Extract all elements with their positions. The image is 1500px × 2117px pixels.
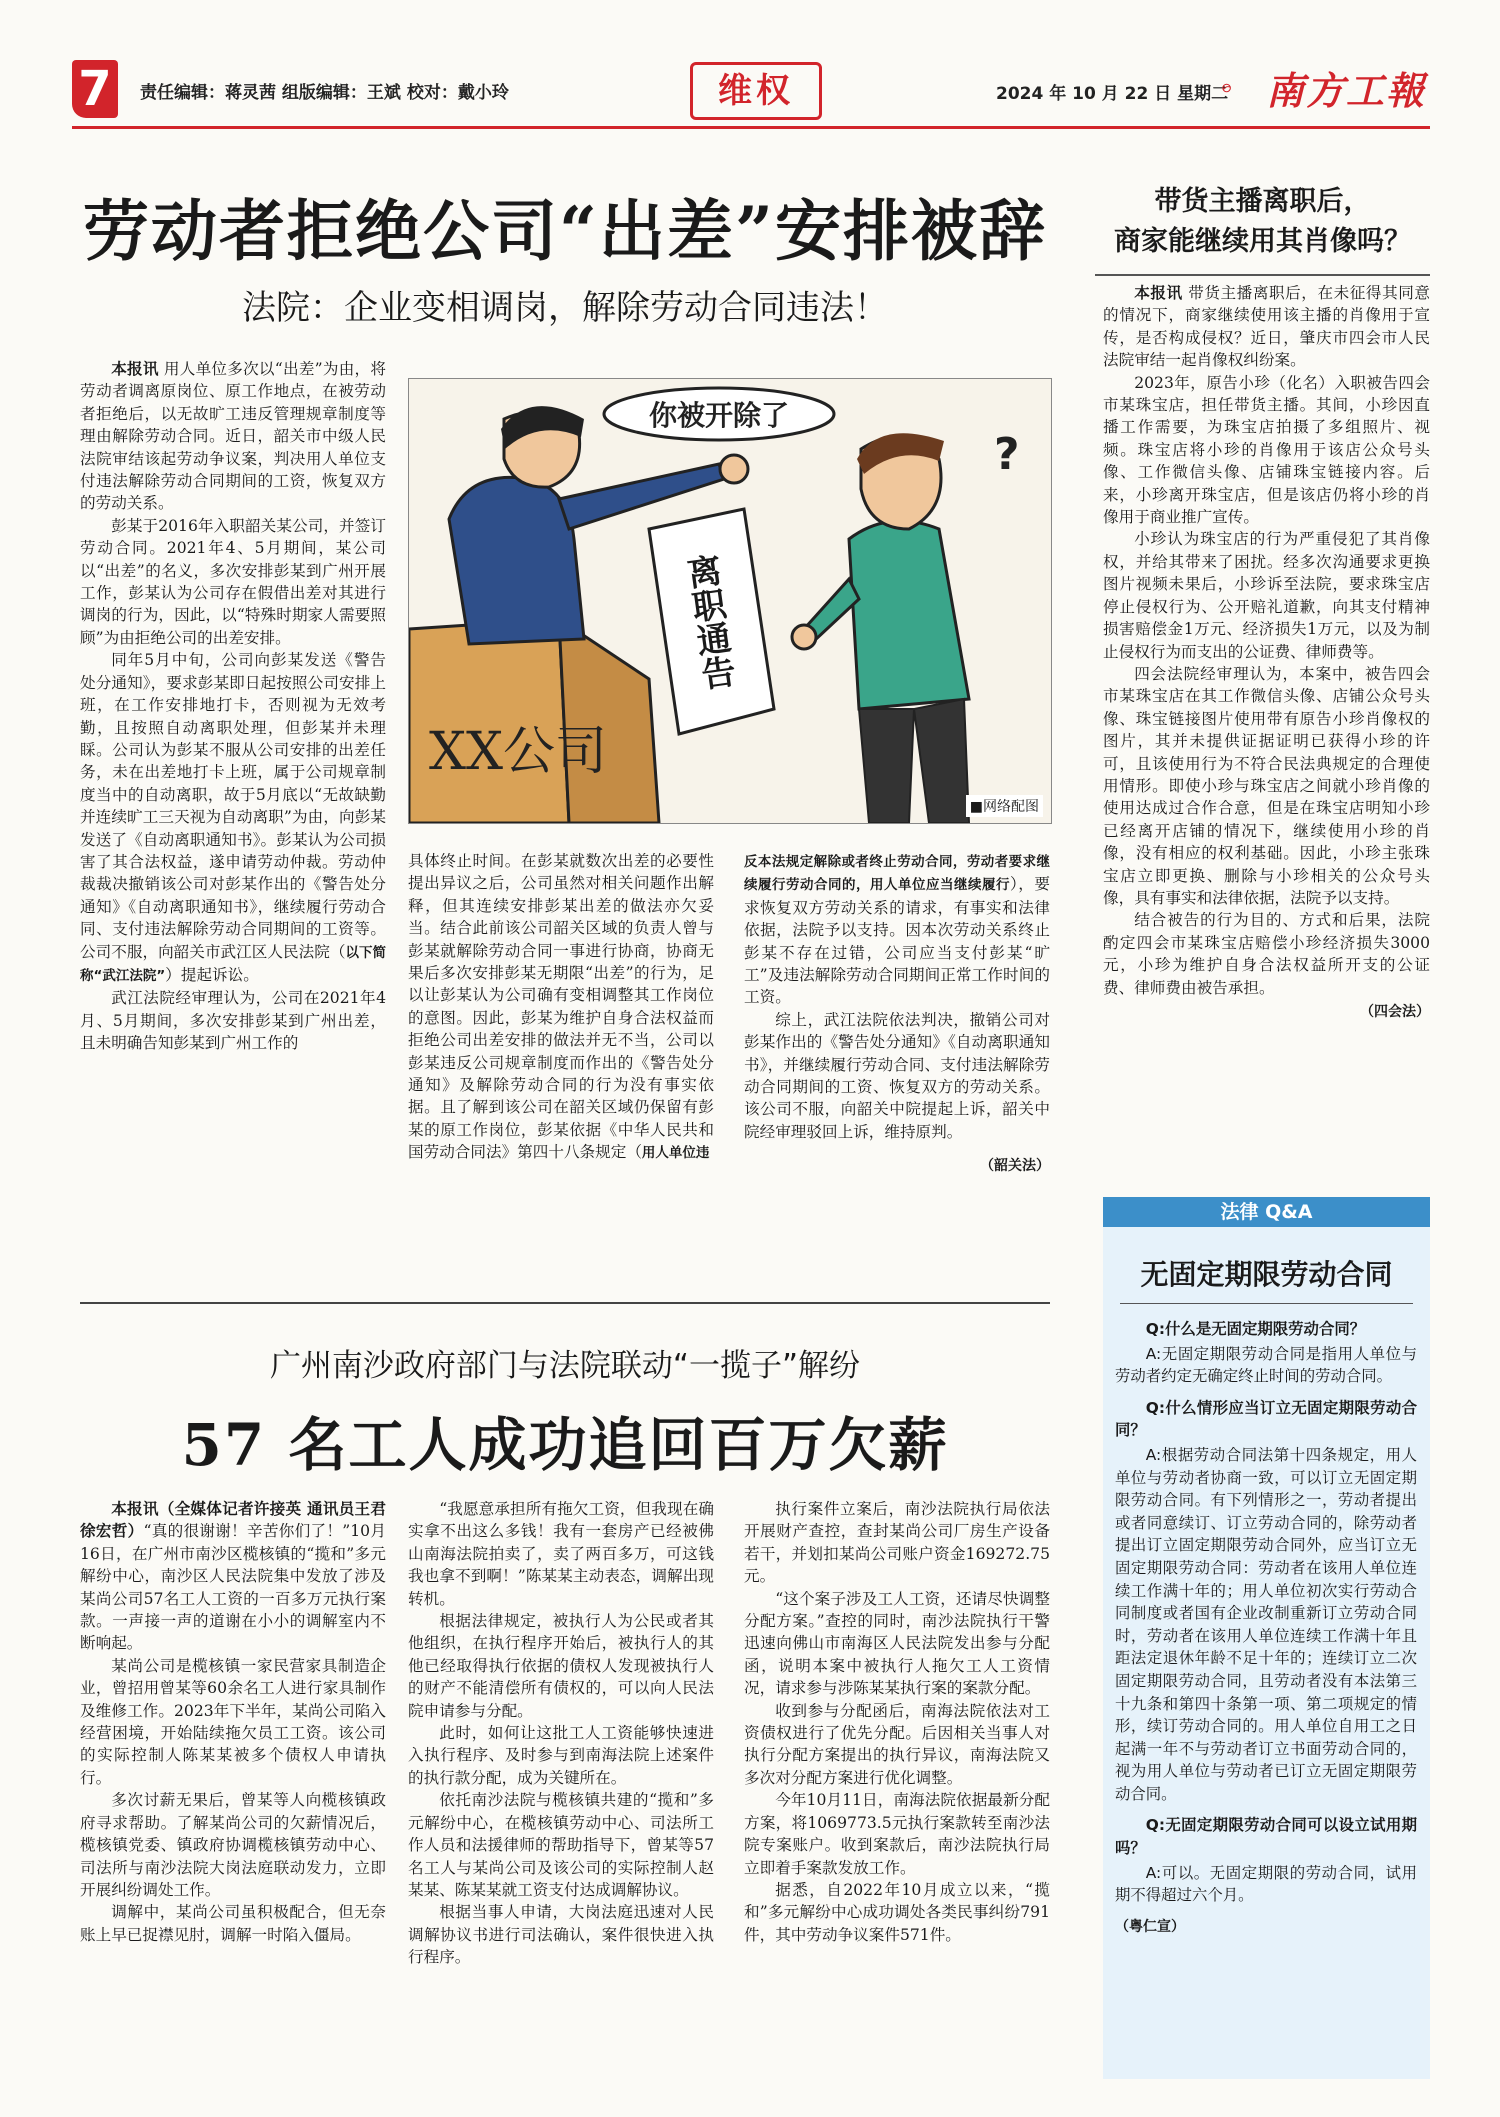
illustration [408,378,1052,824]
article2-paragraph: 根据法律规定，被执行人为公民或者其他组织，在执行程序开始后，被执行人的其他已经取得执行依据的债权人发现被执行人的财产不能清偿所有债权的，可以向人民法院申请参与分配。 [408,1612,714,1720]
sidebar-article-body [1103,282,1430,1023]
sidebar-lead-label: 本报讯 [1134,284,1183,302]
sidebar-paragraph: 小珍认为珠宝店的行为严重侵犯了其肖像权，并给其带来了困扰。经多次沟通要求更换图片视频未果后，小珍诉至法院，要求珠宝店停止侵权行为、公开赔礼道歉，向其支付精神损害赔偿金1万元、经济损失1万元，以及为制止侵权行为而支出的公证费、律师费等。 [1103,530,1430,661]
masthead-title: 南方工報 [1266,68,1427,113]
article1-column-1 [80,358,386,1055]
article2-paragraph: 调解中，某尚公司虽积极配合，但无奈账上早已捉襟见肘，调解一时陷入僵局。 [80,1903,386,1944]
sidebar-rule [1095,274,1430,276]
sidebar-paragraph: 带货主播离职后，在未征得其同意的情况下，商家继续使用该主播的肖像用于宣传，是否构成侵权？近日，肇庆市四会市人民法院审结一起肖像权纠纷案。 [1103,284,1430,370]
article1-paragraph: 具体终止时间。在彭某就数次出差的必要性提出异议之后，公司虽然对相关问题作出解释，但其连续安排彭某出差的做法亦欠妥当。结合此前该公司韶关区域的负责人曾与彭某就解除劳动合同一事进行协商，协商无果后多次安排彭某无期限“出差”的行为，足以让彭某认为公司确有变相调整其工作岗位的意图。因此，彭某为维护自身合法权益而拒绝公司出差安排的做法并无不当，公司以彭某违反公司规章制度而作出的《警告处分通知》及解除劳动合同的行为没有事实依据。且了解到该公司在韶关区域仍保留有彭某的原工作岗位，彭某依据《中华人民共和国劳动合同法》第四十八条规定（ [408,852,714,1162]
illustration-drawing-icon [409,379,1051,823]
sidebar-source: （四会法） [1360,1004,1430,1020]
article2-paragraph: 多次讨薪无果后，曾某等人向榄核镇政府寻求帮助。了解某尚公司的欠薪情况后，榄核镇党委、镇政府协调榄核镇劳动中心、司法所与南沙法院大岗法庭联动发力，立即开展纠纷调处工作。 [80,1791,386,1899]
qa-list [1115,1318,1417,1947]
svg-text:?: ? [994,429,1020,480]
qa-rule [1120,1303,1413,1304]
article1-legal-citation: 用人单位违 [641,1145,710,1162]
qa-banner: 法律 Q&A [1103,1197,1430,1227]
article1-lead-label: 本报讯 [111,360,159,378]
article2-paragraph: 根据当事人申请，大岗法庭迅速对人民调解协议书进行司法确认，案件很快进入执行程序。 [408,1903,714,1967]
column-name: 维权 [690,62,822,120]
article1-column-3 [744,850,1050,1178]
qa-answer: A:无固定期限劳动合同是指用人单位与劳动者约定无确定终止时间的劳动合同。 [1115,1344,1417,1386]
qa-answer: A:根据劳动合同法第十四条规定，用人单位与劳动者协商一致，可以订立无固定期限劳动合同。有下列情形之一，劳动者提出或者同意续订、订立劳动合同的，除劳动者提出订立固定期限劳动合同外，应当订立无固定期限劳动合同：劳动者在该用人单位连续工作满十年的；用人单位初次实行劳动合同制度或者国有企业改制重新订立劳动合同时，劳动者在该用人单位连续工作满十年且距法定退休年龄不足十年的；连续订立二次固定期限劳动合同，且劳动者没有本法第三十九条和第四十条第一项、第二项规定的情形，续订劳动合同的。用人单位自用工之日起满一年不与劳动者订立书面劳动合同的，视为用人单位与劳动者已订立无固定期限劳动合同。 [1115,1445,1417,1803]
image-credit: ■网络配图 [966,795,1043,817]
article2-paragraph: 此时，如何让这批工人工资能够快速进入执行程序、及时参与到南海法院上述案件的执行款分配，成为关键所在。 [408,1724,714,1787]
section-divider [80,1302,1050,1304]
masthead-logo-icon [1222,58,1266,118]
article1-paragraph: ），要求恢复双方劳动关系的请求，有事实和法律依据，法院予以支持。因本次劳动关系终止彭某不存在过错，公司应当支付彭某“旷工”及违法解除劳动合同期间正常工作时间的工资。 [744,875,1050,1007]
qa-question: Q:无固定期限劳动合同可以设立试用期吗？ [1115,1816,1417,1858]
article1-legal-citation: 反本法规定解除或者终止劳动合同，劳动者要求继续履行劳动合同的，用人单位应当继续履行 [744,854,1050,894]
page-number-badge: 7 [72,60,118,118]
article2-paragraph: 今年10月11日，南海法院依据最新分配方案，将1069773.5元执行案款转至南沙法院专案账户。收到案款后，南沙法院执行局立即着手案款发放工作。 [744,1791,1050,1877]
article2-paragraph: “真的很谢谢！辛苦你们了！”10月16日，在广州市南沙区榄核镇的“揽和”多元解纷中心，南沙区人民法院集中发放了涉及某尚公司57名工人工资的一百多万元执行案款。一声接一声的道谢在小小的调解室内不断响起。 [80,1522,386,1653]
article2-paragraph: “这个案子涉及工人工资，还请尽快调整分配方案。”查控的同时，南沙法院执行干警迅速向佛山市南海区人民法院发出参与分配函，说明本案中被执行人拖欠工人工资情况，请求参与涉陈某某执行案的案款分配。 [744,1589,1050,1698]
article2-column-3 [744,1498,1050,1946]
qa-source: （粤仁宣） [1115,1918,1185,1935]
qa-question: Q:什么是无固定期限劳动合同？ [1145,1320,1366,1338]
article1-column-2 [408,850,714,1165]
issue-date: 2024 年 10 月 22 日 星期二 [996,84,1229,104]
editor-credits: 责任编辑：蒋灵茜 组版编辑：王斌 校对：戴小玲 [140,83,509,103]
company-label: XX公司 [429,722,608,782]
speech-bubble-text: 你被开除了 [648,399,790,432]
article1-paragraph: 彭某于2016年入职韶关某公司，并签订劳动合同。2021年4、5月期间，某公司以“出差”的名义，多次安排彭某到广州开展工作，彭某认为公司存在假借出差对其进行调岗的行为，因此，以“特殊时期家人需要照顾”为由拒绝公司的出差安排。 [80,516,386,647]
sidebar-article-title: 带货主播离职后， 商家能继续用其肖像吗？ [1114,186,1411,257]
article2-paragraph: 执行案件立案后，南沙法院执行局依法开展财产查控，查封某尚公司厂房生产设备若干，并划扣某尚公司账户资金169272.75元。 [744,1500,1050,1586]
qa-question: Q:什么情形应当订立无固定期限劳动合同？ [1115,1398,1417,1440]
notice-text: 离职通告 [678,552,738,693]
article2-column-2 [408,1498,714,1969]
sidebar-paragraph: 结合被告的行为目的、方式和后果，法院酌定四会市某珠宝店赔偿小珍经济损失3000元，小珍为维护自身合法权益所开支的公证费、律师费由被告承担。 [1103,911,1430,997]
header-rule [72,126,1430,129]
sidebar-paragraph: 四会法院经审理认为，本案中，被告四会市某珠宝店在其工作微信头像、店铺公众号头像、珠宝链接图片使用带有原告小珍肖像权的图片，其并未提供证据证明已获得小珍的许可，且该使用行为不符合民法典规定的合理使用情形。即使小珍与珠宝店之间就小珍肖像的使用达成过合作合意，但是在珠宝店明知小珍已经离开店铺的情况下，继续使用小珍的肖像，没有相应的权利基础。因此，小珍主张珠宝店立即更换、删除与小珍相关的公众号头像，具有事实和法律依据，法院予以支持。 [1103,664,1430,907]
article2-kicker: 广州南沙政府部门与法院联动“一揽子”解纷 [269,1348,861,1384]
article2-paragraph: 依托南沙法院与榄核镇共建的“揽和”多元解纷中心，在榄核镇劳动中心、司法所工作人员和法援律师的帮助指导下，曾某等57名工人与某尚公司及该公司的实际控制人赵某某、陈某某就工资支付达成调解协议。 [408,1791,714,1899]
article1-source: （韶关法） [980,1158,1050,1175]
article1-paragraph: 本报讯 用人单位多次以“出差”为由，将劳动者调离原岗位、原工作地点，在被劳动者拒绝后，以无故旷工违反管理规章制度等理由解除劳动合同。近日，韶关市中级人民法院审结该起劳动争议案，判决用人单位支付违法解除劳动合同期间的工资，恢复双方的劳动关系。 [80,360,386,513]
article1-legal-citation: 以下简称“武江法院” [80,944,386,984]
qa-answer: A:可以。无固定期限的劳动合同，试用期不得超过六个月。 [1115,1863,1417,1905]
article1-paragraph: 同年5月中旬，公司向彭某发送《警告处分通知》，要求彭某即日起按照公司安排上班，在工作安排地打卡，否则视为无效考勤，且按照自动离职处理，但彭某并未理睬。公司认为彭某不服从公司安排的出差任务，未在出差地打卡上班，属于公司规章制度当中的自动离职，故于5月底以“无故缺勤并连续旷工三天视为自动离职”为由，向彭某发送了《自动离职通知书》。彭某认为公司损害了其合法权益，遂申请劳动仲裁。劳动仲裁裁决撤销该公司对彭某作出的《警告处分通知》《自动离职通知书》，继续履行劳动合同、支付违法解除劳动合同期间的工资等。公司不服，向韶关市武江区人民法院（以下简称“武江法院”）提起诉讼。 [80,651,386,984]
sidebar-paragraph: 2023年，原告小珍（化名）入职被告四会市某珠宝店，担任带货主播。其间，小珍因直播工作需要，为珠宝店拍摄了多组照片、视频。珠宝店将小珍的肖像用于该店公众号头像、工作微信头像、店铺珠宝链接内容。后来，小珍离开珠宝店，但是该店仍将小珍的肖像用于商业推广宣传。 [1103,373,1430,527]
article2-column-1 [80,1498,386,1946]
article1-paragraph: 武江法院经审理认为，公司在2021年4月、5月期间，多次安排彭某到广州出差，且未明确告知彭某到广州工作的 [80,989,386,1053]
article2-paragraph: 收到参与分配函后，南海法院依法对工资债权进行了优先分配。后因相关当事人对执行分配方案提出的执行异议，南海法院又多次对分配方案进行优化调整。 [744,1701,1050,1787]
qa-title: 无固定期限劳动合同 [1140,1258,1393,1291]
article1-title: 劳动者拒绝公司“出差”安排被辞 [83,192,1047,270]
article1-subtitle: 法院：企业变相调岗，解除劳动合同违法！ [242,288,888,328]
article2-paragraph: 某尚公司是榄核镇一家民营家具制造企业，曾招用曾某等60余名工人进行家具制作及维修工作。2023年下半年，某尚公司陷入经营困境，开始陆续拖欠员工工资。该公司的实际控制人陈某某被多个债权人申请执行。 [80,1656,386,1787]
article2-paragraph: “我愿意承担所有拖欠工资，但我现在确实拿不出这么多钱！我有一套房产已经被佛山南海法院拍卖了，卖了两百多万，可这钱我也拿不到啊！”陈某某主动表态，调解出现转机。 [408,1500,714,1608]
article2-paragraph: 据悉，自2022年10月成立以来，“揽和”多元解纷中心成功调处各类民事纠纷791件，其中劳动争议案件571件。 [744,1880,1050,1944]
article1-paragraph: 综上，武江法院依法判决，撤销公司对彭某作出的《警告处分通知》《自动离职通知书》，并继续履行劳动合同、支付违法解除劳动合同期间的工资、恢复双方的劳动关系。该公司不服，向韶关中院提起上诉，韶关中院经审理驳回上诉，维持原判。 [744,1010,1050,1141]
article2-lead-label: 本报讯（全媒体记者许接英 通讯员王君 徐宏哲） [80,1500,386,1541]
article2-title: 57 名工人成功追回百万欠薪 [181,1411,949,1479]
